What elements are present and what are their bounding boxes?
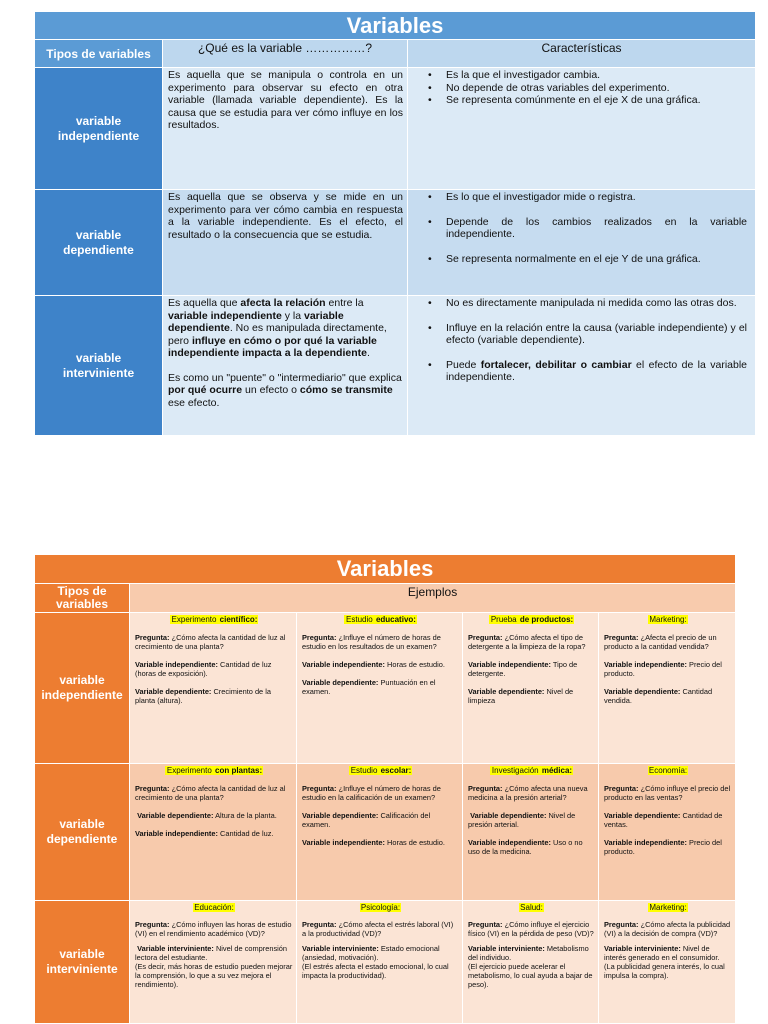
traits-dependiente bbox=[408, 190, 756, 296]
example-cell: Prueba de productos: Pregunta: ¿Cómo afecta el tipo de detergente a la limpieza de la ropa? Variable independiente: Tipo de detergente. Variable dependiente: Nivel de limpieza bbox=[463, 613, 599, 764]
example-heading: Educación: bbox=[194, 903, 234, 912]
trait-item: • Es lo que el investigador mide o registra. bbox=[428, 191, 747, 204]
definition-dependiente: Es aquella que se observa y se mide en un experimento para ver cómo cambia en respuesta a la variable independiente. Es el efecto, el resultado o la consecuencia que se estudia. bbox=[163, 190, 408, 296]
example-heading: Salud: bbox=[520, 903, 543, 912]
table2-row-interviniente bbox=[35, 901, 736, 1024]
trait-item: • Influye en la relación entre la causa (variable independiente) y el efecto (variable dependiente). bbox=[428, 322, 747, 347]
trait-item: • Se representa comúnmente en el eje X de una gráfica. bbox=[428, 94, 747, 107]
table1-row-independiente bbox=[35, 68, 756, 190]
row-label-independiente: variable independiente bbox=[35, 613, 130, 764]
table1-header-tipos: Tipos de variables bbox=[35, 40, 163, 68]
table2-title: Variables bbox=[35, 555, 736, 584]
example-cell: Marketing: Pregunta: ¿Afecta el precio de un producto a la cantidad vendida? Variable independiente: Precio del producto. Variable dependiente: Cantidad vendida. bbox=[599, 613, 736, 764]
example-cell: Marketing: Pregunta: ¿Cómo afecta la publicidad (VI) a la decisión de compra (VD)? Variable interviniente: Nivel de interés generado en el consumidor. (La publicidad genera interés, lo cual impulsa la compra). bbox=[599, 901, 736, 1024]
example-cell: Educación: Pregunta: ¿Cómo influyen las horas de estudio (VI) en el rendimiento académico (VD)? Variable interviniente: Nivel de comprensión lectora del estudiante. (Es decir, más horas de estudio pueden mejorar la comprensión, lo que a su vez mejora el rendimiento). bbox=[130, 901, 297, 1024]
example-cell: Estudio escolar: Pregunta: ¿Influye el número de horas de estudio en la calificación de un examen? Variable dependiente: Calificación del examen. Variable independiente: Horas de estudio. bbox=[297, 764, 463, 901]
trait-item: • No es directamente manipulada ni medida como las otras dos. bbox=[428, 297, 747, 310]
variables-table-orange bbox=[34, 554, 736, 1024]
table1-title: Variables bbox=[35, 12, 756, 40]
trait-item: • No depende de otras variables del experimento. bbox=[428, 82, 747, 95]
table2-row-dependiente bbox=[35, 764, 736, 901]
definition-paragraph: Es aquella que afecta la relación entre la variable independiente y la variable dependiente. No es manipulada directamente, pero influye en cómo o por qué la variable independiente impacta a la dependiente. bbox=[168, 297, 387, 359]
trait-item: • Depende de los cambios realizados en la variable independiente. bbox=[428, 216, 747, 241]
example-cell: Investigación médica: Pregunta: ¿Cómo afecta una nueva medicina a la presión arterial? Variable dependiente: Nivel de presión arterial. Variable independiente: Uso o no uso de la medicina. bbox=[463, 764, 599, 901]
definition-independiente: Es aquella que se manipula o controla en un experimento para observar su efecto en otra variable (llamada variable dependiente). Es la causa que se estudia para ver cómo influye en los resultados. bbox=[163, 68, 408, 190]
table1-row-dependiente bbox=[35, 190, 756, 296]
table2-row-independiente bbox=[35, 613, 736, 764]
trait-item: • Es la que el investigador cambia. bbox=[428, 69, 747, 82]
row-label-dependiente: variable dependiente bbox=[35, 764, 130, 901]
row-label-interviniente bbox=[35, 296, 163, 436]
table2-header-ejemplos: Ejemplos bbox=[130, 584, 736, 613]
example-cell: Psicología: Pregunta: ¿Cómo afecta el estrés laboral (VI) a la productividad (VD)? Variable interviniente: Estado emocional (ansiedad, motivación). (El estrés afecta el estado emocional, lo cual impacta la productividad). bbox=[297, 901, 463, 1024]
example-heading: Prueba de productos: bbox=[490, 615, 574, 624]
example-cell: Estudio educativo: Pregunta: ¿Influye el número de horas de estudio en los resultados de un examen? Variable independiente: Horas de estudio. Variable dependiente: Puntuación en el examen. bbox=[297, 613, 463, 764]
traits-interviniente bbox=[408, 296, 756, 436]
traits-independiente bbox=[408, 68, 756, 190]
variables-table-blue bbox=[34, 11, 756, 436]
example-heading: Estudio educativo: bbox=[346, 615, 416, 624]
example-cell: Experimento científico: Pregunta: ¿Cómo afecta la cantidad de luz al crecimiento de una planta? Variable independiente: Cantidad de luz (horas de exposición). Variable dependiente: Crecimiento de la planta (altura). bbox=[130, 613, 297, 764]
example-heading: Marketing: bbox=[649, 615, 687, 624]
example-heading: Experimento con plantas: bbox=[166, 766, 263, 775]
table1-row-interviniente bbox=[35, 296, 756, 436]
table2-header-tipos: Tipos de variables bbox=[35, 584, 130, 613]
row-label-interviniente: variable interviniente bbox=[35, 901, 130, 1024]
definition-interviniente bbox=[163, 296, 408, 436]
trait-item: • Se representa normalmente en el eje Y de una gráfica. bbox=[428, 253, 747, 266]
table1-header-que-es: ¿Qué es la variable ……………? bbox=[163, 40, 408, 68]
row-label-dependiente bbox=[35, 190, 163, 296]
row-label-line1: variable bbox=[75, 113, 122, 128]
example-heading: Economía: bbox=[648, 766, 688, 775]
row-label-line2: dependiente bbox=[63, 242, 134, 257]
row-label-line2: interviniente bbox=[62, 365, 135, 380]
example-heading: Psicología: bbox=[360, 903, 401, 912]
example-cell: Experimento con plantas: Pregunta: ¿Cómo afecta la cantidad de luz al crecimiento de una planta? Variable dependiente: Altura de la planta. Variable independiente: Cantidad de luz. bbox=[130, 764, 297, 901]
definition-paragraph: Es como un "puente" o "intermediario" que explica por qué ocurre un efecto o cómo se transmite ese efecto. bbox=[168, 371, 402, 409]
example-heading: Experimento científico: bbox=[171, 615, 258, 624]
example-cell: Economía: Pregunta: ¿Cómo influye el precio del producto en las ventas? Variable dependiente: Cantidad de ventas. Variable independiente: Precio del producto. bbox=[599, 764, 736, 901]
row-label-line1: variable bbox=[75, 350, 122, 365]
table1-header-caracteristicas: Características bbox=[408, 40, 756, 68]
example-heading: Investigación médica: bbox=[491, 766, 573, 775]
example-heading: Estudio escolar: bbox=[350, 766, 412, 775]
trait-item: • Puede fortalecer, debilitar o cambiar el efecto de la variable independiente. bbox=[428, 359, 747, 384]
row-label-line1: variable bbox=[75, 227, 122, 242]
row-label-line2: independiente bbox=[57, 128, 140, 143]
row-label-independiente bbox=[35, 68, 163, 190]
example-heading: Marketing: bbox=[649, 903, 687, 912]
example-cell: Salud: Pregunta: ¿Cómo influye el ejercicio físico (VI) en la pérdida de peso (VD)? Variable interviniente: Metabolismo del individuo. (El ejercicio puede acelerar el metabolismo, lo cual ayuda a bajar de peso). bbox=[463, 901, 599, 1024]
